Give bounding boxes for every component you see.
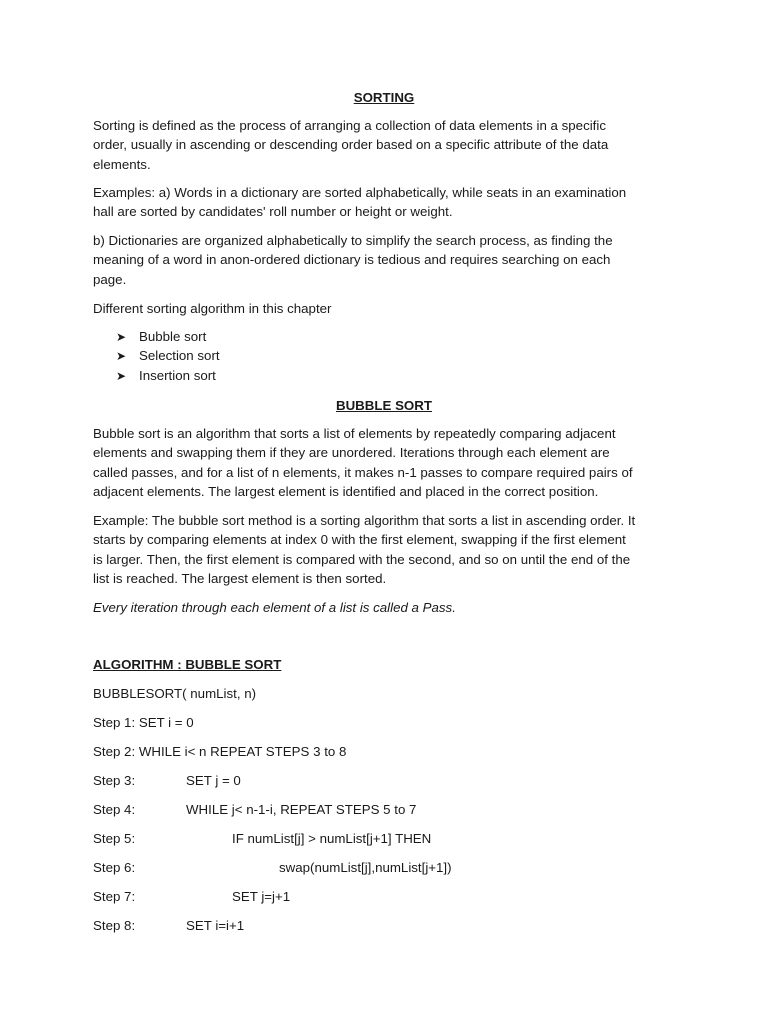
algorithms-intro: Different sorting algorithm in this chapter [93, 301, 332, 316]
step-3-label: Step 3: [93, 773, 136, 788]
list-item [116, 346, 220, 366]
text-line: starts by comparing elements at index 0 with the first element, swapping if the first element [93, 532, 626, 548]
arrow-bullet-icon: ➤ [116, 349, 127, 363]
text-line: elements and swapping them if they are unordered. Iterations through each element are [93, 445, 610, 461]
text-line: list is reached. The largest element is then sorted. [93, 570, 387, 586]
step-1-label: Step 1: SET i = 0 [93, 715, 194, 730]
list-item-label: Bubble sort [139, 329, 207, 344]
text-line: Sorting is defined as the process of arranging a collection of data elements in a specific [93, 118, 606, 133]
arrow-bullet-icon: ➤ [116, 369, 127, 383]
step-7-body: SET j=j+1 [232, 889, 291, 904]
examples-a-paragraph [93, 183, 683, 222]
text-line: Examples: a) Words in a dictionary are sorted alphabetically, while seats in an examination [93, 185, 627, 200]
bubble-example-paragraph [93, 511, 683, 588]
list-item-label: Selection sort [139, 348, 220, 363]
text-line: hall are sorted by candidates' roll number or height or weight. [93, 204, 453, 220]
text-line: is larger. Then, the first element is compared with the second, and so on until the end of the [93, 551, 631, 567]
step-4-label: Step 4: [93, 802, 136, 817]
text-line: order, usually in ascending or descending order based on a specific attribute of the data [93, 137, 609, 153]
step-6-label: Step 6: [93, 860, 136, 875]
step-5-label: Step 5: [93, 831, 136, 846]
section-heading-algorithm: ALGORITHM : BUBBLE SORT [93, 657, 282, 672]
pass-note: Every iteration through each element of a list is called a Pass. [93, 600, 456, 615]
bubble-description-paragraph [93, 424, 683, 501]
arrow-bullet-icon: ➤ [116, 330, 127, 344]
step-8-label: Step 8: [93, 918, 136, 933]
step-2-label: Step 2: WHILE i< n REPEAT STEPS 3 to 8 [93, 744, 347, 759]
text-line: adjacent elements. The largest element is identified and placed in the correct position. [93, 483, 599, 499]
text-line: page. [93, 271, 127, 287]
page-title: SORTING [353, 90, 415, 105]
text-line: elements. [93, 156, 151, 172]
step-5-body: IF numList[j] > numList[j+1] THEN [232, 831, 432, 846]
text-line: called passes, and for a list of n elements, it makes n-1 passes to compare required pairs of [93, 464, 633, 480]
list-item [116, 366, 216, 386]
step-7-label: Step 7: [93, 889, 136, 904]
text-line: b) Dictionaries are organized alphabetically to simplify the search process, as finding the [93, 233, 613, 248]
algorithm-signature: BUBBLESORT( numList, n) [93, 686, 257, 701]
list-item [116, 327, 206, 347]
intro-paragraph [93, 116, 683, 174]
text-line: meaning of a word in anon-ordered dictionary is tedious and requires searching on each [93, 252, 611, 268]
step-3-body: SET j = 0 [186, 773, 241, 788]
step-4-body: WHILE j< n-1-i, REPEAT STEPS 5 to 7 [186, 802, 417, 817]
text-line: Example: The bubble sort method is a sorting algorithm that sorts a list in ascending order. It [93, 513, 636, 528]
examples-b-paragraph [93, 231, 683, 289]
section-heading-bubble-sort: BUBBLE SORT [335, 398, 433, 413]
text-line: Bubble sort is an algorithm that sorts a list of elements by repeatedly comparing adjacent [93, 426, 616, 441]
list-item-label: Insertion sort [139, 368, 216, 383]
step-8-body: SET i=i+1 [186, 918, 245, 933]
step-6-body: swap(numList[j],numList[j+1]) [279, 860, 452, 875]
